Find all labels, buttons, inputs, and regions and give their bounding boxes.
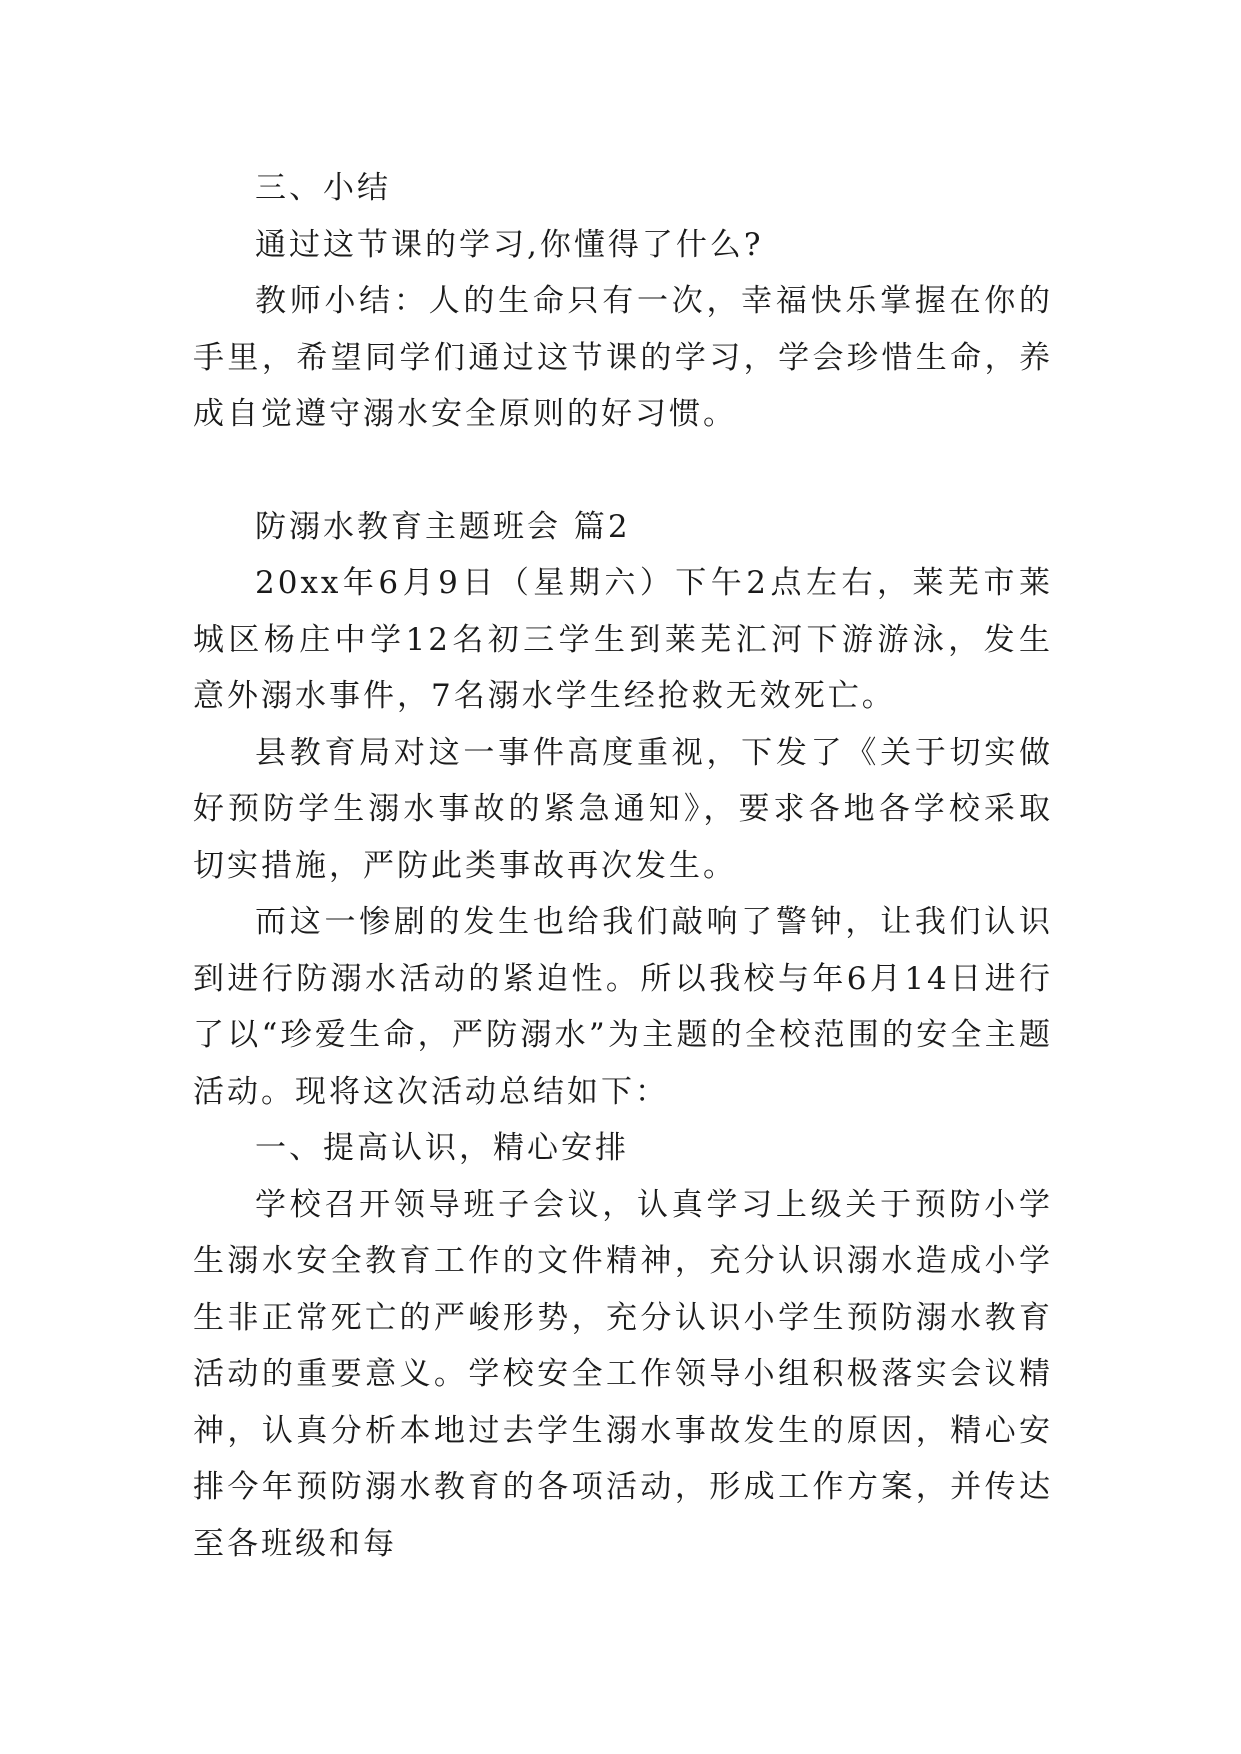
article-title-part2: 防溺水教育主题班会 篇2 [255,508,631,545]
incident-paragraph: 20xx年6月9日（星期六）下午2点左右，莱芜市莱城区杨庄中学12名初三学生到莱芜汇河下游游泳，发生意外溺水事件，7名溺水学生经抢救无效死亡。 [193,565,1053,714]
document-page [193,160,1053,1572]
section-heading-summary: 三、小结 [255,170,391,206]
question-paragraph: 通过这节课的学习,你懂得了什么? [255,226,764,263]
section-gap [193,443,1053,499]
section-heading-awareness: 一、提高认识，精心安排 [255,1130,629,1166]
education-bureau-paragraph: 县教育局对这一事件高度重视，下发了《关于切实做好预防学生溺水事故的紧急通知》，要求各地各学校采取切实措施，严防此类事故再次发生。 [193,734,1053,884]
activity-intro-paragraph: 而这一惨剧的发生也给我们敲响了警钟，让我们认识到进行防溺水活动的紧迫性。所以我校与年6月14日进行了以“珍爱生命，严防溺水”为主题的全校范围的安全主题活动。现将这次活动总结如下： [193,904,1053,1110]
school-meeting-paragraph: 学校召开领导班子会议，认真学习上级关于预防小学生溺水安全教育工作的文件精神，充分认识溺水造成小学生非正常死亡的严峻形势，充分认识小学生预防溺水教育活动的重要意义。学校安全工作领导小组积极落实会议精神，认真分析本地过去学生溺水事故发生的原因，精心安排今年预防溺水教育的各项活动，形成工作方案，并传达至各班级和每 [193,1186,1053,1562]
teacher-summary-paragraph: 教师小结：人的生命只有一次，幸福快乐掌握在你的手里，希望同学们通过这节课的学习，学会珍惜生命，养成自觉遵守溺水安全原则的好习惯。 [193,283,1053,432]
